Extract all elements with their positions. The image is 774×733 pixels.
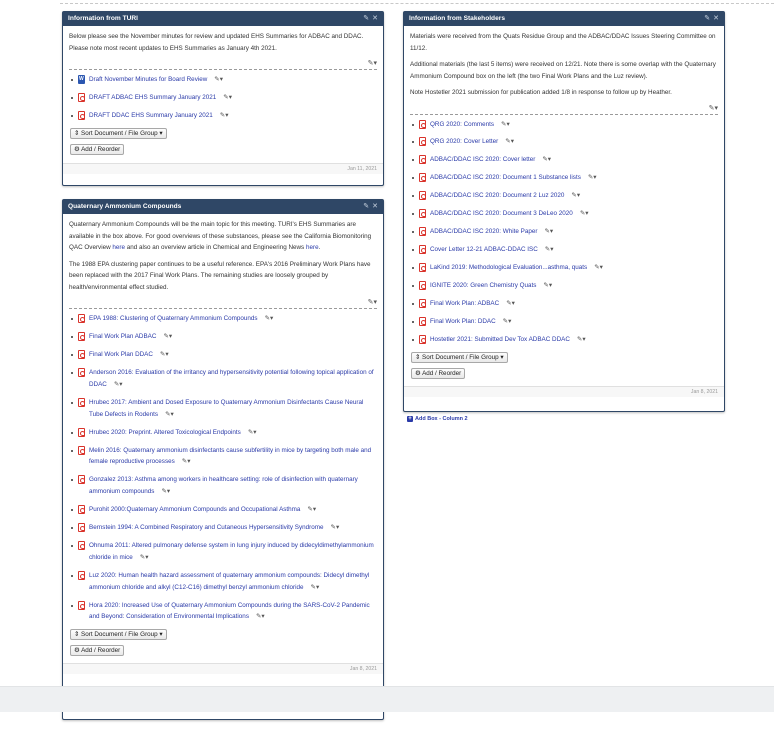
document-item: [69, 504, 377, 516]
document-item: [410, 334, 718, 346]
pdf-file-icon: [419, 209, 426, 218]
edit-dropdown-icon[interactable]: ✎▾: [264, 315, 274, 322]
box-date: Jan 8, 2021: [404, 386, 724, 397]
document-list: [69, 74, 377, 122]
document-link[interactable]: Luz 2020: Human health hazard assessment of quaternary ammonium compounds: Didecyl dimethyl ammonium chloride and alkyl (C12-C16) dimethyl benzyl ammonium chloride: [89, 571, 370, 591]
pdf-file-icon: [78, 475, 85, 484]
edit-dropdown-icon[interactable]: ✎▾: [542, 156, 552, 164]
document-list: [69, 313, 377, 623]
document-link[interactable]: Cover Letter 12-21 ADBAC-DDAC ISC: [430, 246, 538, 254]
edit-dropdown-icon[interactable]: ✎▾: [543, 282, 553, 290]
document-link[interactable]: Final Work Plan: DDAC: [430, 318, 496, 326]
edit-dropdown-icon[interactable]: ✎▾: [587, 174, 597, 182]
document-item: [410, 172, 718, 184]
pdf-file-icon: [78, 571, 85, 580]
edit-dropdown-icon[interactable]: ✎▾: [181, 458, 191, 466]
document-link[interactable]: Hostetler 2021: Submitted Dev Tox ADBAC DDAC: [430, 336, 570, 344]
pdf-file-icon: [419, 191, 426, 200]
box-date: Jan 11, 2021: [63, 163, 383, 174]
pdf-file-icon: [419, 335, 426, 344]
edit-dropdown-icon[interactable]: ✎▾: [544, 246, 554, 254]
document-item: [69, 540, 377, 564]
document-link[interactable]: DRAFT ADBAC EHS Summary January 2021: [89, 93, 217, 101]
box-info-from-turi: [62, 11, 384, 186]
box-header: [63, 12, 383, 26]
document-list: [410, 119, 718, 347]
document-item: [69, 92, 377, 104]
document-item: [69, 367, 377, 391]
document-item: [410, 136, 718, 148]
box-body: [404, 26, 724, 384]
document-item: [69, 445, 377, 469]
page-bottom-bar: [0, 686, 774, 712]
edit-dropdown-icon[interactable]: ✎▾: [571, 192, 581, 200]
pdf-file-icon: [78, 428, 85, 437]
document-link[interactable]: DRAFT DDAC EHS Summary January 2021: [89, 111, 213, 119]
edit-dropdown-icon[interactable]: ✎▾: [307, 506, 317, 514]
pencil-icon[interactable]: ✎: [363, 203, 370, 210]
edit-dropdown-icon[interactable]: ✎▾: [214, 76, 224, 83]
add-box-column-2-link[interactable]: + Add Box - Column 2: [408, 416, 468, 422]
document-item: [410, 119, 718, 131]
pdf-file-icon: [78, 505, 85, 514]
document-link[interactable]: ADBAC/DDAC ISC 2020: White Paper: [430, 228, 538, 236]
document-link[interactable]: Anderson 2016: Evaluation of the irritancy and hypersensitivity potential following topical application of DDAC: [89, 368, 374, 388]
pdf-file-icon: [78, 523, 85, 532]
pdf-file-icon: [419, 299, 426, 308]
pdf-file-icon: [419, 245, 426, 254]
box-header: [63, 200, 383, 214]
edit-dropdown-icon[interactable]: ✎▾: [219, 111, 229, 119]
edit-dropdown-icon[interactable]: ✎▾: [139, 553, 149, 561]
edit-dropdown-icon[interactable]: ✎▾: [594, 264, 603, 272]
box-header-tools: [360, 200, 378, 214]
pdf-file-icon: [419, 137, 426, 146]
box-body: [63, 26, 383, 160]
document-link[interactable]: Melin 2016: Quaternary ammonium disinfectants cause subfertility in mice by targeting both male and female reproductive processes: [89, 446, 372, 466]
edit-dropdown-icon[interactable]: ✎▾: [708, 104, 718, 112]
document-item: [69, 570, 377, 594]
pdf-file-icon: [419, 120, 426, 129]
document-item: [69, 600, 377, 624]
edit-dropdown-icon[interactable]: ✎▾: [163, 332, 173, 340]
pdf-file-icon: [78, 314, 85, 323]
sort-document-button[interactable]: ⇕ Sort Document / File Group ▾: [411, 352, 508, 363]
document-item: [69, 331, 377, 343]
pdf-file-icon: [419, 173, 426, 182]
document-link[interactable]: ADBAC/DDAC ISC 2020: Document 1 Substance lists: [430, 174, 581, 182]
document-link[interactable]: Hrubec 2017: Ambient and Dosed Exposure to Quaternary Ammonium Disinfectants Cause Neural Tube Defects in Rodents: [89, 398, 364, 418]
box-title: Information from Stakeholders: [409, 15, 505, 22]
document-link[interactable]: Final Work Plan DDAC: [89, 350, 153, 358]
document-item: [69, 397, 377, 421]
box-header-tools: [360, 12, 378, 26]
document-link[interactable]: Final Work Plan: ADBAC: [430, 300, 500, 308]
edit-dropdown-icon[interactable]: ✎▾: [113, 380, 123, 388]
document-link[interactable]: Purohit 2000:Quaternary Ammonium Compounds and Occupational Asthma: [89, 506, 301, 514]
box-quaternary-ammonium-compounds: [62, 199, 384, 720]
edit-dropdown-icon[interactable]: ✎▾: [310, 583, 320, 591]
column-2: [403, 11, 725, 422]
pdf-file-icon: [78, 398, 85, 407]
close-icon[interactable]: ✕: [372, 15, 378, 22]
document-item: [410, 226, 718, 238]
edit-dropdown-icon[interactable]: ✎▾: [505, 138, 514, 146]
document-item: [410, 208, 718, 220]
box-description: Below please see the November minutes for review and updated EHS Summaries for ADBAC and DDAC. Please note most recent updates to EHS Summaries as January 4th 2021.: [69, 33, 364, 52]
plus-icon: +: [408, 416, 412, 422]
link-here-cen[interactable]: here: [305, 244, 319, 251]
document-item: [410, 298, 718, 310]
box-title: Information from TURI: [68, 15, 138, 22]
box-header-tools: [701, 12, 719, 26]
document-link[interactable]: ADBAC/DDAC ISC 2020: Document 2 Luz 2020: [430, 192, 565, 200]
close-icon[interactable]: ✕: [372, 203, 378, 210]
sort-document-button[interactable]: ⇕ Sort Document / File Group ▾: [70, 128, 167, 139]
pdf-file-icon: [419, 263, 426, 272]
document-item: [69, 349, 377, 361]
pdf-file-icon: [78, 93, 85, 102]
document-link[interactable]: Bernstein 1994: A Combined Respiratory and Cutaneous Hypersensitivity Syndrome: [89, 524, 324, 532]
edit-dropdown-icon[interactable]: ✎▾: [502, 318, 512, 326]
sort-document-button[interactable]: ⇕ Sort Document / File Group ▾: [70, 629, 167, 640]
document-item: [69, 427, 377, 439]
pdf-file-icon: [78, 350, 85, 359]
document-item: [410, 262, 718, 274]
document-link[interactable]: Gonzalez 2013: Asthma among workers in healthcare setting: role of disinfection with quaternary ammonium compounds: [89, 476, 358, 496]
add-reorder-button[interactable]: ⚙ Add / Reorder: [411, 368, 465, 379]
document-link[interactable]: QRG 2020: Comments: [430, 120, 495, 128]
document-link[interactable]: ADBAC/DDAC ISC 2020: Document 3 DeLeo 2020: [430, 210, 573, 218]
edit-dropdown-icon[interactable]: ✎▾: [501, 120, 510, 128]
column-1: [62, 11, 384, 733]
document-item: [410, 316, 718, 328]
edit-dropdown-icon[interactable]: ✎▾: [506, 300, 515, 308]
document-item: [410, 244, 718, 256]
word-file-icon: [78, 75, 85, 84]
edit-dropdown-icon[interactable]: ✎▾: [579, 210, 589, 218]
pdf-file-icon: [419, 281, 426, 290]
edit-dropdown-icon[interactable]: ✎▾: [330, 524, 340, 532]
pdf-file-icon: [78, 111, 85, 120]
box-body: [63, 214, 383, 661]
box-title: Quaternary Ammonium Compounds: [68, 203, 182, 210]
dashed-separator: [410, 114, 718, 115]
document-link[interactable]: QRG 2020: Cover Letter: [430, 138, 499, 146]
pdf-file-icon: [419, 227, 426, 236]
top-dashed-divider: [60, 3, 774, 4]
pdf-file-icon: [419, 317, 426, 326]
edit-dropdown-icon[interactable]: ✎▾: [165, 410, 174, 418]
pencil-icon[interactable]: ✎: [704, 15, 711, 22]
close-icon[interactable]: ✕: [713, 15, 719, 22]
document-item: [410, 190, 718, 202]
document-item: [69, 474, 377, 498]
pdf-file-icon: [419, 155, 426, 164]
box-description: Materials were received from the Quats Residue Group and the ADBAC/DDAC Issues Steering Committee on 11/12. Additional materials (the last 5 items) were received on 12/21. Note there is some overlap with the Quaternary Ammonium Compound box on the left (the two Final Work Plans and the Luz review). Note Hostetler 2021 submission for publication added 1/8 in response to follow up by Heather.: [410, 33, 716, 96]
edit-dropdown-icon[interactable]: ✎▾: [576, 336, 586, 344]
box-date: Jan 8, 2021: [63, 663, 383, 674]
document-item: [410, 280, 718, 292]
edit-dropdown-icon[interactable]: ✎▾: [255, 613, 265, 621]
document-item: [69, 110, 377, 122]
pencil-icon[interactable]: ✎: [363, 15, 370, 22]
edit-dropdown-icon[interactable]: ✎▾: [367, 60, 377, 67]
document-link[interactable]: Final Work Plan ADBAC: [89, 332, 157, 340]
edit-dropdown-icon[interactable]: ✎▾: [367, 299, 377, 306]
document-item: [69, 522, 377, 534]
edit-dropdown-icon[interactable]: ✎▾: [223, 93, 232, 101]
document-link[interactable]: Ohnuma 2011: Altered pulmonary defense system in lung injury induced by didecyldimethylammonium chloride in mice: [89, 542, 374, 561]
edit-dropdown-icon[interactable]: ✎▾: [159, 350, 169, 358]
document-link[interactable]: LaKind 2019: Methodological Evaluation...asthma, quats: [430, 264, 588, 272]
document-link[interactable]: EPA 1988: Clustering of Quaternary Ammonium Compounds: [89, 315, 258, 322]
pdf-file-icon: [78, 601, 85, 610]
document-link[interactable]: Draft November Minutes for Board Review: [89, 76, 208, 83]
document-link[interactable]: ADBAC/DDAC ISC 2020: Cover letter: [430, 156, 536, 164]
add-reorder-button[interactable]: ⚙ Add / Reorder: [70, 645, 124, 656]
pdf-file-icon: [78, 332, 85, 341]
pdf-file-icon: [78, 541, 85, 550]
box-info-from-stakeholders: [403, 11, 725, 412]
edit-dropdown-icon[interactable]: ✎▾: [544, 228, 554, 236]
document-link[interactable]: Hora 2020: Increased Use of Quaternary Ammonium Compounds during the SARS-CoV-2 Pandemic and Beyond: Consideration of Environmental Implications: [89, 601, 370, 621]
box-description: Quaternary Ammonium Compounds will be the main topic for this meeting. TURI's EHS Summaries are available in the box above. For good overviews of these substances, please see the California Biomonitoring QAC Overview here and also an overview article in Chemical and Engineering News here. The 1988 EPA clustering paper continues to be a useful reference. EPA's 2016 Preliminary Work Plans have been replaced with the 2017 Final Work Plans. The remaining studies are loosely grouped by health/environmental effect studied.: [69, 221, 372, 291]
link-here-biomonitoring[interactable]: here: [112, 244, 125, 251]
box-header: [404, 12, 724, 26]
document-item: [69, 74, 377, 86]
dashed-separator: [69, 69, 377, 70]
edit-dropdown-icon[interactable]: ✎▾: [247, 428, 257, 436]
document-link[interactable]: Hrubec 2020: Preprint. Altered Toxicological Endpoints: [89, 428, 241, 436]
add-reorder-button[interactable]: ⚙ Add / Reorder: [70, 144, 124, 155]
document-link[interactable]: IGNITE 2020: Green Chemistry Quats: [430, 282, 537, 290]
pdf-file-icon: [78, 446, 85, 455]
pdf-file-icon: [78, 368, 85, 377]
document-item: [69, 313, 377, 325]
document-item: [410, 154, 718, 166]
edit-dropdown-icon[interactable]: ✎▾: [161, 488, 171, 496]
dashed-separator: [69, 308, 377, 309]
